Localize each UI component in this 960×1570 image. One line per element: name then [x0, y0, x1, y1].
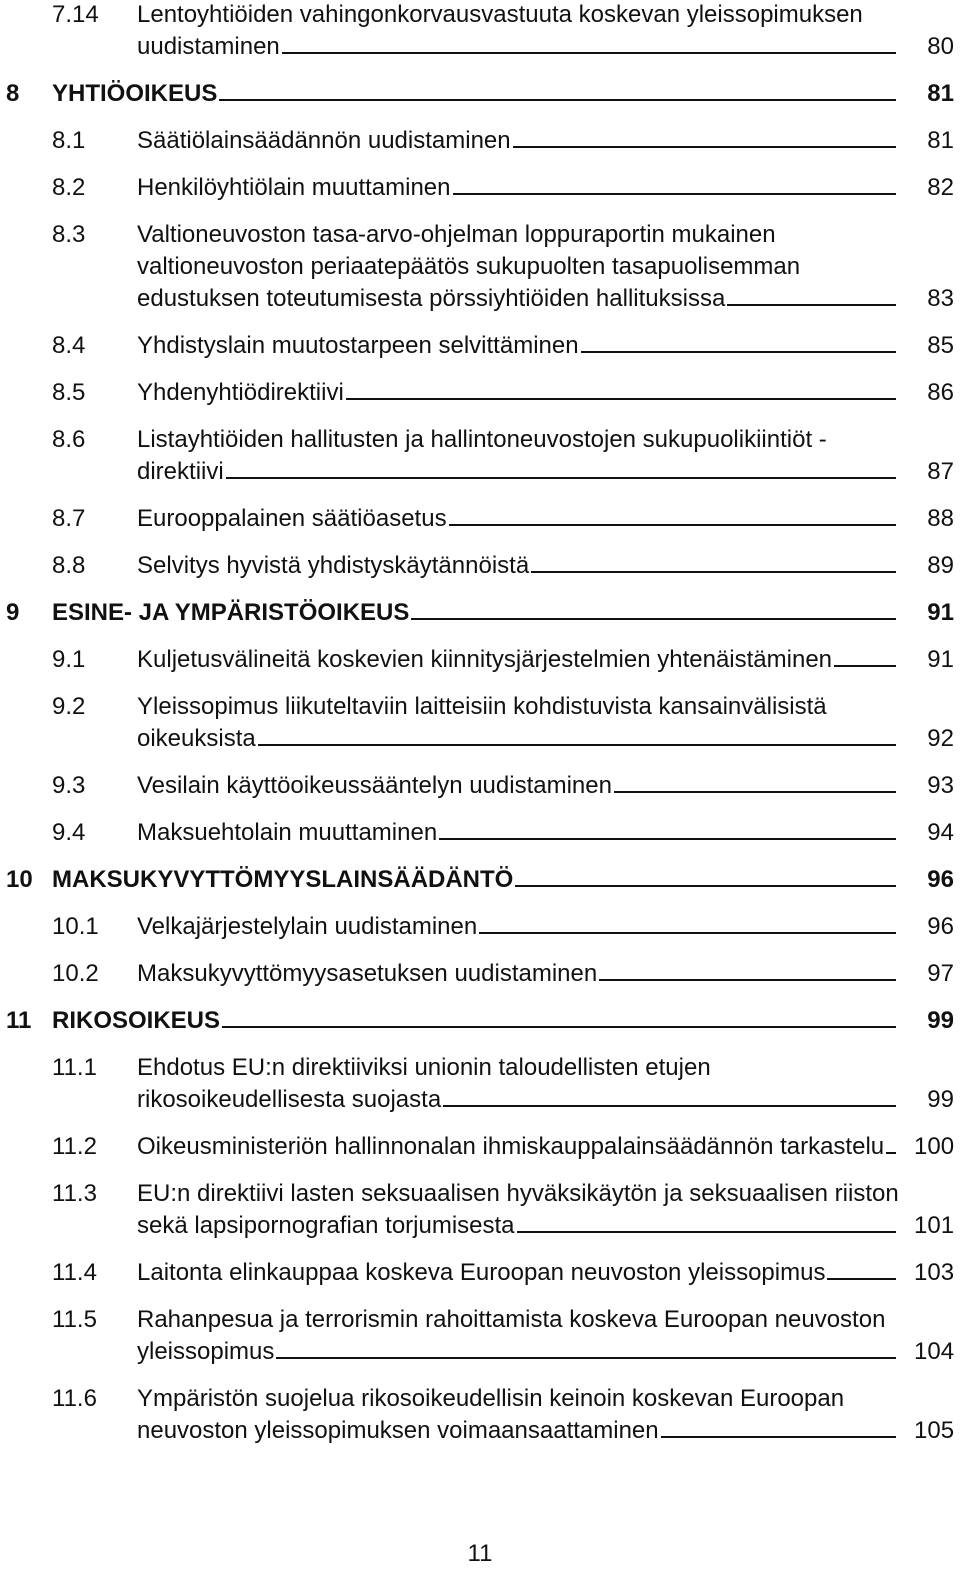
toc-entry[interactable] — [0, 642, 960, 678]
toc-entry-body — [137, 1129, 960, 1165]
toc-entry-page: 101 — [914, 1212, 955, 1239]
toc-leader-line — [479, 931, 896, 934]
toc-entry[interactable] — [0, 1082, 960, 1118]
toc-entry[interactable] — [0, 76, 960, 112]
toc-entry-page: 105 — [914, 1417, 955, 1444]
toc-entry-continuation[interactable] — [0, 217, 960, 253]
toc-leader-line — [226, 476, 896, 479]
toc-entry-continuation[interactable] — [0, 1381, 960, 1417]
toc-entry-title: Eurooppalainen säätiöasetus — [137, 505, 447, 532]
toc-entry-number: 8 — [6, 80, 20, 107]
toc-entry-body — [137, 1255, 960, 1291]
toc-entry[interactable] — [0, 1413, 960, 1449]
toc-entry-body — [137, 1381, 960, 1417]
toc-entry-number: 9.4 — [52, 819, 86, 846]
toc-entry-body — [137, 721, 960, 757]
toc-entry-body — [137, 1302, 960, 1338]
toc-entry-title: Maksukyvyttömyysasetuksen uudistaminen — [137, 960, 598, 987]
toc-entry[interactable] — [0, 454, 960, 490]
toc-entry[interactable] — [0, 328, 960, 364]
toc-entry-page: 81 — [927, 127, 954, 154]
toc-entry-title: Vesilain käyttöoikeussääntelyn uudistaminen — [137, 772, 612, 799]
toc-entry-page: 82 — [927, 174, 954, 201]
toc-entry-number: 11.5 — [52, 1306, 97, 1333]
toc-entry-body — [137, 123, 960, 159]
toc-entry-title: valtioneuvoston periaatepäätös sukupuolten tasapuolisemman — [137, 253, 801, 280]
toc-entry-page: 86 — [927, 379, 954, 406]
toc-entry-title: Selvitys hyvistä yhdistyskäytännöistä — [137, 552, 530, 579]
toc-leader-line — [258, 743, 896, 746]
toc-entry-body — [137, 642, 960, 678]
toc-entry-body — [52, 1003, 960, 1039]
toc-entry-title: Kuljetusvälineitä koskevien kiinnitysjärjestelmien yhtenäistäminen — [137, 646, 833, 673]
toc-entry-body — [137, 454, 960, 490]
toc-entry-title: Maksuehtolain muuttaminen — [137, 819, 438, 846]
toc-entry-continuation[interactable] — [0, 1176, 960, 1212]
toc-entry-page: 104 — [914, 1338, 955, 1365]
toc-entry-number: 8.1 — [52, 127, 86, 154]
toc-leader-line — [449, 523, 896, 526]
toc-entry-body — [137, 909, 960, 945]
toc-entry[interactable] — [0, 815, 960, 851]
toc-entry-title: sekä lapsipornografian torjumisesta — [137, 1212, 515, 1239]
toc-entry-title: ESINE- JA YMPÄRISTÖOIKEUS — [52, 599, 410, 626]
toc-entry-title: uudistaminen — [137, 33, 280, 60]
toc-leader-line — [513, 145, 896, 148]
toc-leader-line — [443, 1104, 896, 1107]
toc-entry-continuation[interactable] — [0, 689, 960, 725]
toc-entry-number: 9.3 — [52, 772, 86, 799]
toc-entry-page: 100 — [914, 1133, 955, 1160]
toc-leader-line — [581, 350, 896, 353]
toc-entry-body — [137, 1082, 960, 1118]
toc-entry-page: 87 — [927, 458, 954, 485]
toc-entry-page: 81 — [927, 80, 954, 107]
toc-entry-number: 11.6 — [52, 1385, 97, 1412]
toc-entry[interactable] — [0, 29, 960, 65]
toc-entry-title: neuvoston yleissopimuksen voimaansaattaminen — [137, 1417, 659, 1444]
toc-entry-title: Oikeusministeriön hallinnonalan ihmiskauppalainsäädännön tarkastelu — [137, 1133, 885, 1160]
toc-entry-body — [137, 422, 960, 458]
toc-leader-line — [276, 1356, 896, 1359]
toc-entry-page: 103 — [914, 1259, 955, 1286]
toc-entry-title: Säätiölainsäädännön uudistaminen — [137, 127, 511, 154]
toc-leader-line — [834, 664, 896, 667]
toc-leader-line — [453, 192, 897, 195]
toc-entry[interactable] — [0, 1208, 960, 1244]
toc-entry-number: 9 — [6, 599, 20, 626]
toc-leader-line — [599, 978, 896, 981]
toc-entry[interactable] — [0, 956, 960, 992]
toc-entry-page: 91 — [927, 646, 954, 673]
toc-entry-title: direktiivi — [137, 458, 224, 485]
toc-entry-number: 8.5 — [52, 379, 86, 406]
toc-leader-line — [827, 1277, 896, 1280]
toc-leader-line — [346, 397, 896, 400]
toc-entry-number: 11.3 — [52, 1180, 97, 1207]
toc-entry[interactable] — [0, 909, 960, 945]
toc-entry[interactable] — [0, 375, 960, 411]
toc-entry-page: 97 — [927, 960, 954, 987]
page-number: 11 — [467, 1540, 493, 1567]
toc-entry-number: 10 — [6, 866, 33, 893]
toc-entry-number: 8.4 — [52, 332, 86, 359]
toc-leader-line — [517, 1230, 896, 1233]
toc-entry-number: 8.2 — [52, 174, 86, 201]
toc-entry-number: 11.1 — [52, 1054, 97, 1081]
toc-entry-body — [137, 1050, 960, 1086]
toc-leader-line — [282, 51, 896, 54]
toc-entry-number: 7.14 — [52, 1, 99, 28]
toc-entry-body — [137, 501, 960, 537]
toc-entry-continuation[interactable] — [0, 1050, 960, 1086]
toc-leader-line — [886, 1151, 896, 1154]
toc-entry-page: 96 — [927, 913, 954, 940]
toc-leader-line — [727, 303, 896, 306]
toc-entry-title: Yhdenyhtiödirektiivi — [137, 379, 344, 406]
toc-entry[interactable] — [0, 1255, 960, 1291]
toc-entry-body — [137, 548, 960, 584]
toc-entry-number: 11.2 — [52, 1133, 97, 1160]
toc-leader-line — [222, 1025, 896, 1028]
toc-entry-title: Lentoyhtiöiden vahingonkorvausvastuuta koskevan yleissopimuksen — [137, 1, 863, 28]
toc-entry-body — [137, 170, 960, 206]
toc-entry-body — [137, 1334, 960, 1370]
toc-entry-body — [137, 1208, 960, 1244]
toc-entry-page: 92 — [927, 725, 954, 752]
toc-entry-number: 8.8 — [52, 552, 86, 579]
toc-entry[interactable] — [0, 170, 960, 206]
toc-entry-body — [137, 249, 960, 285]
toc-leader-line — [614, 790, 896, 793]
toc-entry-title: Listayhtiöiden hallitusten ja hallintoneuvostojen sukupuolikiintiöt - — [137, 426, 827, 453]
toc-entry-title: RIKOSOIKEUS — [52, 1007, 221, 1034]
toc-entry-title: Yleissopimus liikuteltaviin laitteisiin kohdistuvista kansainvälisistä — [137, 693, 827, 720]
toc-entry-page: 89 — [927, 552, 954, 579]
toc-entry-body — [137, 689, 960, 725]
toc-entry[interactable] — [0, 281, 960, 317]
toc-entry-page: 99 — [927, 1007, 954, 1034]
toc-entry-page: 85 — [927, 332, 954, 359]
toc-entry-title: YHTIÖOIKEUS — [52, 80, 218, 107]
toc-entry-title: Ympäristön suojelua rikosoikeudellisin keinoin koskevan Euroopan — [137, 1385, 845, 1412]
toc-entry-body — [137, 375, 960, 411]
toc-entry-page: 91 — [927, 599, 954, 626]
toc-leader-line — [515, 884, 896, 887]
toc-entry-title: MAKSUKYVYTTÖMYYSLAINSÄÄDÄNTÖ — [52, 866, 514, 893]
toc-entry-number: 9.2 — [52, 693, 86, 720]
toc-entry-body — [52, 862, 960, 898]
toc-leader-line — [219, 98, 896, 101]
toc-entry[interactable] — [0, 768, 960, 804]
toc-entry-continuation[interactable] — [0, 1302, 960, 1338]
toc-entry[interactable] — [0, 123, 960, 159]
toc-entry-body — [137, 956, 960, 992]
toc-entry-number: 8.6 — [52, 426, 86, 453]
toc-entry-title: Rahanpesua ja terrorismin rahoittamista koskeva Euroopan neuvoston — [137, 1306, 886, 1333]
toc-entry-title: rikosoikeudellisesta suojasta — [137, 1086, 442, 1113]
toc-entry-title: Ehdotus EU:n direktiiviksi unionin taloudellisten etujen — [137, 1054, 711, 1081]
toc-entry-title: Valtioneuvoston tasa-arvo-ohjelman loppuraportin mukainen — [137, 221, 776, 248]
toc-entry-title: Laitonta elinkauppaa koskeva Euroopan neuvoston yleissopimus — [137, 1259, 826, 1286]
toc-entry-page: 96 — [927, 866, 954, 893]
toc-entry[interactable] — [0, 1129, 960, 1165]
toc-entry-continuation[interactable] — [0, 422, 960, 458]
toc-entry-body — [137, 281, 960, 317]
toc-entry-continuation[interactable] — [0, 249, 960, 285]
toc-entry[interactable] — [0, 721, 960, 757]
toc-entry-page: 94 — [927, 819, 954, 846]
toc-entry-title: EU:n direktiivi lasten seksuaalisen hyväksikäytön ja seksuaalisen riiston — [137, 1180, 899, 1207]
toc-leader-line — [411, 617, 896, 620]
toc-entry[interactable] — [0, 501, 960, 537]
toc-entry-title: Velkajärjestelylain uudistaminen — [137, 913, 478, 940]
toc-entry-body — [137, 768, 960, 804]
toc-entry[interactable] — [0, 1334, 960, 1370]
toc-entry[interactable] — [0, 862, 960, 898]
toc-entry-body — [137, 29, 960, 65]
toc-entry-number: 10.2 — [52, 960, 99, 987]
toc-entry-title: oikeuksista — [137, 725, 256, 752]
toc-entry-title: Yhdistyslain muutostarpeen selvittäminen — [137, 332, 579, 359]
toc-entry-body — [137, 328, 960, 364]
toc-entry-page: 99 — [927, 1086, 954, 1113]
toc-entry-number: 11 — [6, 1007, 32, 1034]
toc-entry-title: Henkilöyhtiölain muuttaminen — [137, 174, 451, 201]
toc-entry-number: 8.7 — [52, 505, 86, 532]
toc-entry-body — [52, 595, 960, 631]
toc-entry-body — [52, 76, 960, 112]
toc-leader-line — [661, 1435, 896, 1438]
toc-entry-body — [137, 1413, 960, 1449]
toc-entry-body — [137, 815, 960, 851]
toc-entry-number: 11.4 — [52, 1259, 97, 1286]
toc-entry-page: 93 — [927, 772, 954, 799]
toc-entry-number: 9.1 — [52, 646, 86, 673]
toc-entry-page: 88 — [927, 505, 954, 532]
toc-entry-page: 80 — [927, 33, 954, 60]
toc-leader-line — [439, 837, 896, 840]
toc-entry-number: 10.1 — [52, 913, 99, 940]
toc-entry[interactable] — [0, 595, 960, 631]
toc-entry-title: edustuksen toteutumisesta pörssiyhtiöiden hallituksissa — [137, 285, 726, 312]
toc-entry-body — [137, 1176, 960, 1212]
toc-entry[interactable] — [0, 1003, 960, 1039]
toc-entry-body — [137, 217, 960, 253]
toc-entry-title: yleissopimus — [137, 1338, 275, 1365]
toc-leader-line — [531, 570, 896, 573]
toc-entry-number: 8.3 — [52, 221, 86, 248]
toc-entry[interactable] — [0, 548, 960, 584]
toc-entry-page: 83 — [927, 285, 954, 312]
